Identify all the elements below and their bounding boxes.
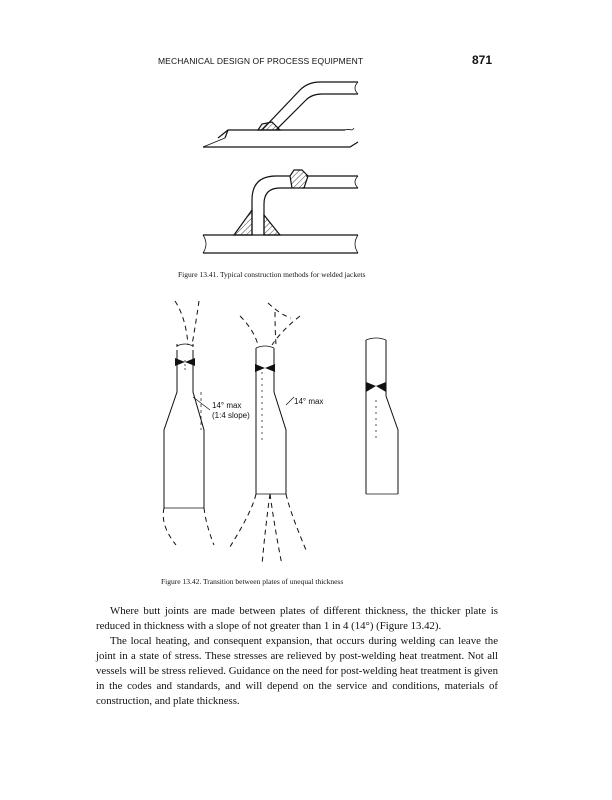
page-number: 871 (472, 53, 493, 67)
figure-13-42-caption: Figure 13.42. Transition between plates of unequal thickness (161, 577, 344, 586)
transition-left (163, 301, 214, 545)
running-header: MECHANICAL DESIGN OF PROCESS EQUIPMENT (158, 56, 364, 66)
middle-angle-label: 14° max (294, 397, 324, 406)
left-angle-label: 14° max (212, 401, 242, 410)
paragraph: Where butt joints are made between plates of different thickness, the thicker plate is reduced in thickness with a slope of not greater than 1 in 4 (14°) (Figure 13.42). (96, 605, 498, 632)
paragraph: The local heating, and consequent expansion, that occurs during welding can leave the joint in a state of stress. These stresses are relieved by post-welding heat treatment. Not all vessels will be stress relieved. Guidance on the need for post-welding heat treatment is given in the codes and standards, and will depend on the service and conditions, materials of construction, and plate thickness. (96, 635, 498, 707)
transition-right (366, 338, 398, 494)
transition-middle (228, 303, 306, 565)
left-slope-label: (1:4 slope) (212, 411, 250, 420)
figure-13-41-caption: Figure 13.41. Typical construction methods for welded jackets (178, 270, 366, 279)
